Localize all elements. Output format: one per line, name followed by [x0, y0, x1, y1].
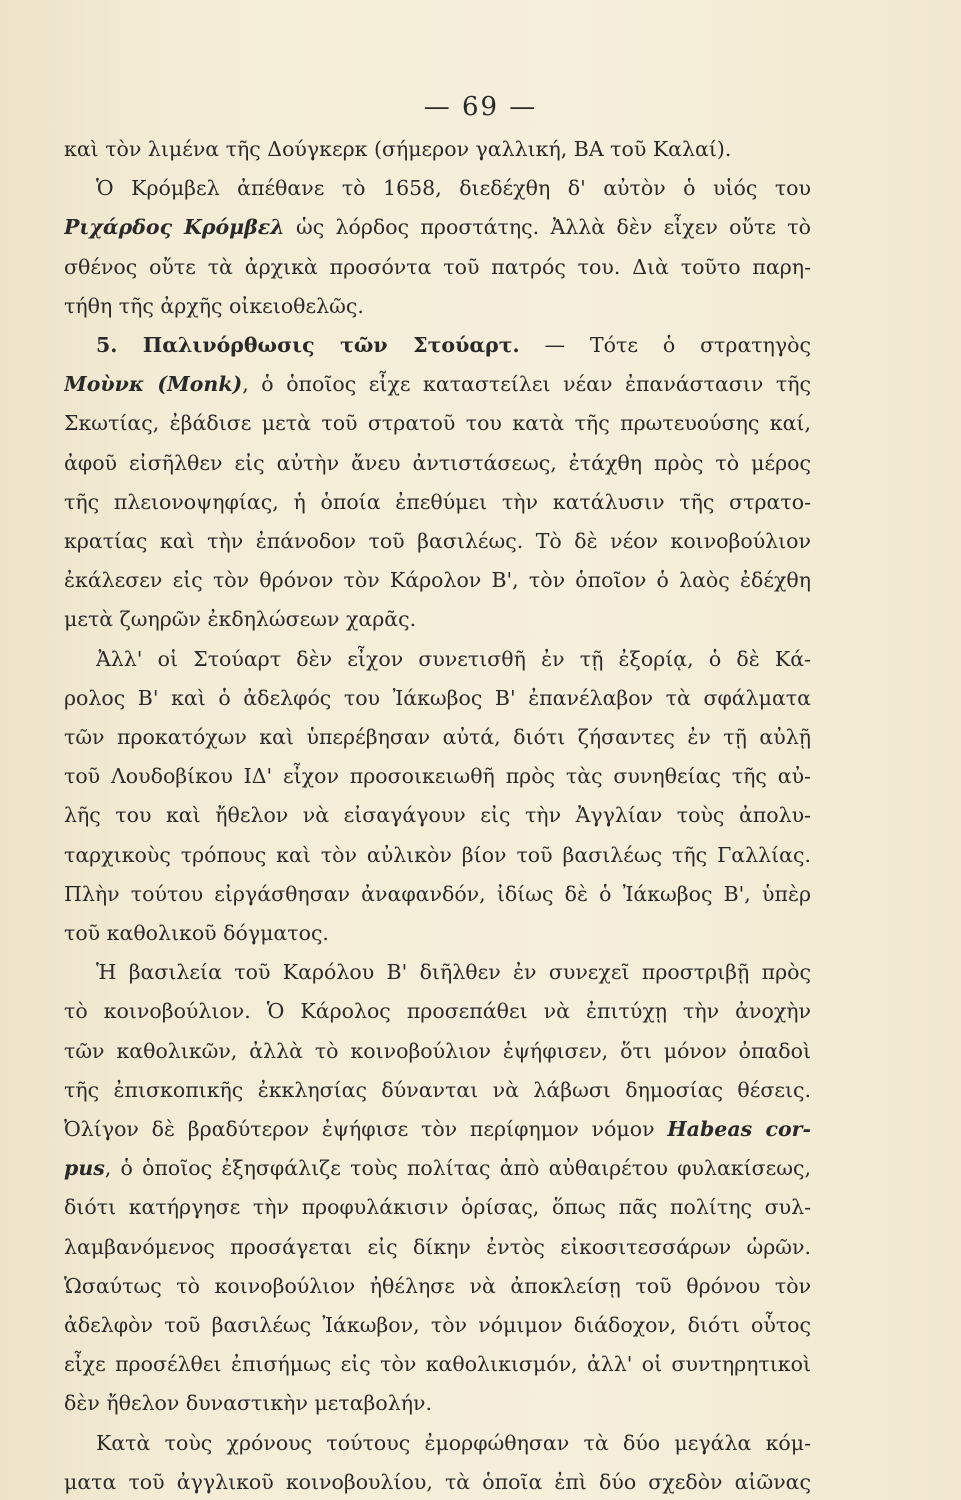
- text-line: [64, 1190, 811, 1224]
- text-line: [64, 798, 811, 832]
- text-line: [64, 759, 811, 793]
- text-span: Σκωτίας, ἐβάδισε μετὰ τοῦ στρατοῦ του κατὰ τῆς πρωτευούσης καί,: [64, 411, 811, 436]
- text-line: [64, 485, 811, 519]
- text-span: Ὡσαύτως τὸ κοινοβούλιον ἠθέλησε νὰ ἀποκλείσῃ τοῦ θρόνου τὸν: [64, 1273, 811, 1298]
- text-span: εἶχε προσέλθει ἐπισήμως εἰς τὸν καθολικισμόν, ἀλλ' οἱ συντηρητικοὶ: [64, 1352, 811, 1377]
- text-span: μετὰ ζωηρῶν ἐκδηλώσεων χαρᾶς.: [64, 607, 417, 632]
- text-span: τῆς ἐπισκοπικῆς ἐκκλησίας δύνανται νὰ λάβωσι δημοσίας θέσεις.: [64, 1077, 811, 1102]
- text-line: [64, 1073, 811, 1107]
- text-span: Πλὴν τούτου εἰργάσθησαν ἀναφανδόν, ἰδίως δὲ ὁ Ἰάκωβος Β', ὑπὲρ: [64, 881, 811, 906]
- text-line: [64, 1230, 811, 1264]
- text-line: [64, 720, 811, 754]
- text-line: [64, 406, 811, 440]
- text-line: [96, 1426, 811, 1460]
- page-number: — 69 —: [423, 92, 538, 122]
- text-span: διότι κατήργησε τὴν προφυλάκισιν ὁρίσας, ὅπως πᾶς πολίτης συλ-: [64, 1195, 811, 1220]
- text-span: τήθη τῆς ἀρχῆς οἰκειοθελῶς.: [64, 293, 364, 318]
- text-span: ἀδελφὸν τοῦ βασιλέως Ἰάκωβον, τὸν νόμιμον διάδοχον, διότι οὗτος: [64, 1313, 811, 1337]
- text-span: κρατίας καὶ τὴν ἐπάνοδον τοῦ βασιλέως. Τὸ δὲ νέον κοινοβούλιον: [64, 529, 811, 553]
- text-span: , ὁ ὁποῖος εἶχε καταστείλει νέαν ἐπανάστασιν τῆς: [242, 372, 811, 397]
- text-span: ταρχικοὺς τρόπους καὶ τὸν αὐλικὸν βίον τοῦ βασιλέως τῆς Γαλλίας.: [64, 842, 811, 867]
- text-line: [64, 524, 811, 558]
- text-line: [96, 328, 811, 362]
- text-span: ὡς λόρδος προστάτης. Ἀλλὰ δὲν εἶχεν οὔτε τὸ: [284, 215, 811, 240]
- text-line: [64, 1465, 811, 1499]
- text-line: [64, 681, 811, 715]
- text-span: Ἀλλ' οἱ Στούαρτ δὲν εἶχον συνετισθῆ ἐν τῇ ἐξορίᾳ, ὁ δὲ Κά-: [96, 646, 811, 671]
- text-line: [64, 1151, 811, 1185]
- text-line: [96, 642, 811, 676]
- text-span: τοῦ καθολικοῦ δόγματος.: [64, 921, 329, 945]
- text-span: λῆς του καὶ ἤθελον νὰ εἰσαγάγουν εἰς τὴν Ἀγγλίαν τοὺς ἀπολυ-: [64, 803, 811, 828]
- text-span: τῶν προκατόχων καὶ ὑπερέβησαν αὐτά, διότι ζήσαντες ἐν τῇ αὐλῇ: [64, 725, 811, 749]
- text-line: [96, 171, 811, 205]
- text-line: [96, 955, 811, 989]
- text-line: [64, 1034, 811, 1068]
- text-line: [64, 1269, 811, 1303]
- emphasized-text: Μοὺνκ (Monk): [64, 372, 243, 397]
- text-line: [64, 1386, 811, 1420]
- emphasized-text: pus: [64, 1156, 105, 1181]
- text-line: [64, 563, 811, 597]
- text-span: Ὀλίγον δὲ βραδύτερον ἐψήφισε τὸν περίφημον νόμον: [64, 1117, 668, 1141]
- text-span: τὸ κοινοβούλιον. Ὁ Κάρολος προσεπάθει νὰ ἐπιτύχῃ τὴν ἀνοχὴν: [64, 999, 811, 1024]
- text-span: λαμβανόμενος προσάγεται εἰς δίκην ἐντὸς εἰκοσιτεσσάρων ὡρῶν.: [64, 1234, 811, 1259]
- text-line: [64, 1112, 811, 1146]
- text-line: [64, 367, 811, 401]
- text-span: — Τότε ὁ στρατηγὸς: [519, 333, 811, 357]
- text-span: Κατὰ τοὺς χρόνους τούτους ἐμορφώθησαν τὰ δύο μεγάλα κόμ-: [96, 1430, 811, 1455]
- text-span: τῶν καθολικῶν, ἀλλὰ τὸ κοινοβούλιον ἐψήφισεν, ὅτι μόνον ὀπαδοὶ: [64, 1038, 811, 1063]
- text-span: , ὁ ὁποῖος ἐξησφάλιζε τοὺς πολίτας ἀπὸ αὐθαιρέτου φυλακίσεως,: [104, 1156, 811, 1181]
- text-line: [64, 1308, 811, 1342]
- text-line: [64, 1347, 811, 1381]
- text-span: δὲν ἤθελον δυναστικὴν μεταβολήν.: [64, 1391, 433, 1416]
- text-line: [64, 289, 811, 323]
- text-line: [64, 210, 811, 244]
- text-line: [64, 250, 811, 284]
- text-line: [64, 877, 811, 911]
- text-line: [64, 916, 811, 950]
- emphasized-text: Ριχάρδος Κρόμβελ: [64, 215, 285, 240]
- text-span: ἀφοῦ εἰσῆλθεν εἰς αὐτὴν ἄνευ ἀντιστάσεως, ἐτάχθη πρὸς τὸ μέρος: [64, 450, 811, 475]
- text-line: [64, 446, 811, 480]
- text-span: Ἡ βασιλεία τοῦ Καρόλου Β' διῆλθεν ἐν συνεχεῖ προστριβῇ πρὸς: [96, 960, 811, 985]
- text-line: [64, 132, 811, 166]
- text-span: καὶ τὸν λιμένα τῆς Δούγκερκ (σήμερον γαλλική, ΒΑ τοῦ Καλαί).: [64, 137, 732, 161]
- text-span: τῆς πλειονοψηφίας, ἡ ὁποία ἐπεθύμει τὴν κατάλυσιν τῆς στρατο-: [64, 489, 811, 514]
- text-span: ρολος Β' καὶ ὁ ἀδελφός του Ἰάκωβος Β' ἐπανέλαβον τὰ σφάλματα: [64, 685, 811, 710]
- text-line: [64, 838, 811, 872]
- text-line: [64, 602, 811, 636]
- text-span: τοῦ Λουδοβίκου ΙΔ' εἶχον προσοικειωθῆ πρὸς τὰς συνηθείας τῆς αὐ-: [64, 764, 811, 789]
- section-heading: 5. Παλινόρθωσις τῶν Στούαρτ.: [96, 333, 520, 357]
- text-span: Ὁ Κρόμβελ ἀπέθανε τὸ 1658, διεδέχθη δ' αὐτὸν ὁ υἱός του: [96, 176, 811, 201]
- text-span: σθένος οὔτε τὰ ἀρχικὰ προσόντα τοῦ πατρός του. Διὰ τοῦτο παρη-: [64, 254, 811, 279]
- text-span: ἐκάλεσεν εἰς τὸν θρόνον τὸν Κάρολον Β', τὸν ὁποῖον ὁ λαὸς ἐδέχθη: [64, 568, 811, 593]
- text-line: [64, 994, 811, 1028]
- text-span: ματα τοῦ ἀγγλικοῦ κοινοβουλίου, τὰ ὁποῖα ἐπὶ δύο σχεδὸν αἰῶνας: [64, 1469, 811, 1494]
- emphasized-text: Habeas cor-: [667, 1117, 811, 1141]
